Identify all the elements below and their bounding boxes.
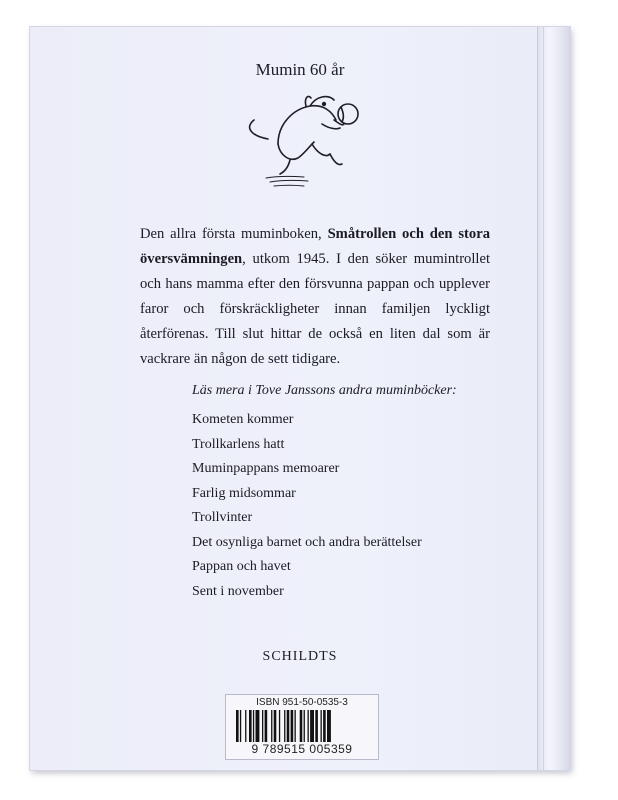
cover-title: Mumin 60 år	[255, 60, 345, 79]
isbn-number: ISBN 951-50-0535-3	[256, 697, 348, 708]
barcode-icon	[234, 710, 370, 742]
barcode-bar	[236, 710, 239, 742]
barcode-bar	[262, 710, 263, 742]
barcode-bar	[308, 710, 309, 742]
barcode-bar	[295, 710, 296, 742]
list-item: Pappan och havet	[192, 559, 291, 574]
publisher-name: SCHILDTS	[262, 649, 338, 664]
barcode-bar	[245, 710, 246, 742]
barcode-bar	[265, 710, 268, 742]
list-item: Trollkarlens hatt	[192, 436, 285, 452]
barcode-bar	[274, 710, 277, 742]
barcode-bar	[321, 710, 322, 742]
list-item: Det osynliga barnet och andra berättelser	[192, 534, 422, 550]
barcode-bar	[300, 710, 303, 742]
barcode-bar	[287, 710, 290, 742]
barcode-bar	[271, 710, 272, 742]
barcode-bar	[310, 710, 314, 742]
book-description	[140, 222, 490, 372]
barcode-bar	[253, 710, 254, 742]
barcode-bar	[304, 710, 305, 742]
barcode-bar	[240, 710, 241, 742]
list-item: Farlig midsommar	[192, 485, 296, 501]
barcode-bar	[315, 710, 318, 742]
barcode-bar	[284, 710, 285, 742]
barcode-bar	[256, 710, 260, 742]
ean-number: 9 789515 005359	[251, 742, 353, 756]
barcode-bar	[249, 710, 252, 742]
list-item: Trollvinter	[192, 510, 253, 525]
list-item: Muminpappans memoarer	[192, 461, 340, 476]
barcode-bar	[323, 710, 326, 742]
barcode-bar	[291, 710, 294, 742]
list-item: Sent i november	[192, 583, 284, 599]
moomin-illustration-icon	[238, 84, 368, 194]
book-list	[192, 408, 422, 604]
description-intro: Den allra första muminboken,	[140, 225, 328, 242]
barcode-bar	[279, 710, 280, 742]
barcode-bar	[327, 710, 331, 742]
list-item: Kometen kommer	[192, 412, 294, 427]
more-books-heading: Läs mera i Tove Janssons andra muminböcker:	[192, 383, 457, 398]
featured-book-title: Småtrollen och den stora översvämningen	[140, 225, 490, 267]
description-body: , utkom 1945. I den söker mumintrollet och hans mamma efter den försvunna pappan och upplever faror och förskräckligheter innan familjen lyckligt återförenas. Till slut hittar de också en liten dal som är vackrare än någon de sett tidigare.	[140, 250, 490, 367]
isbn-barcode-box	[225, 694, 379, 760]
